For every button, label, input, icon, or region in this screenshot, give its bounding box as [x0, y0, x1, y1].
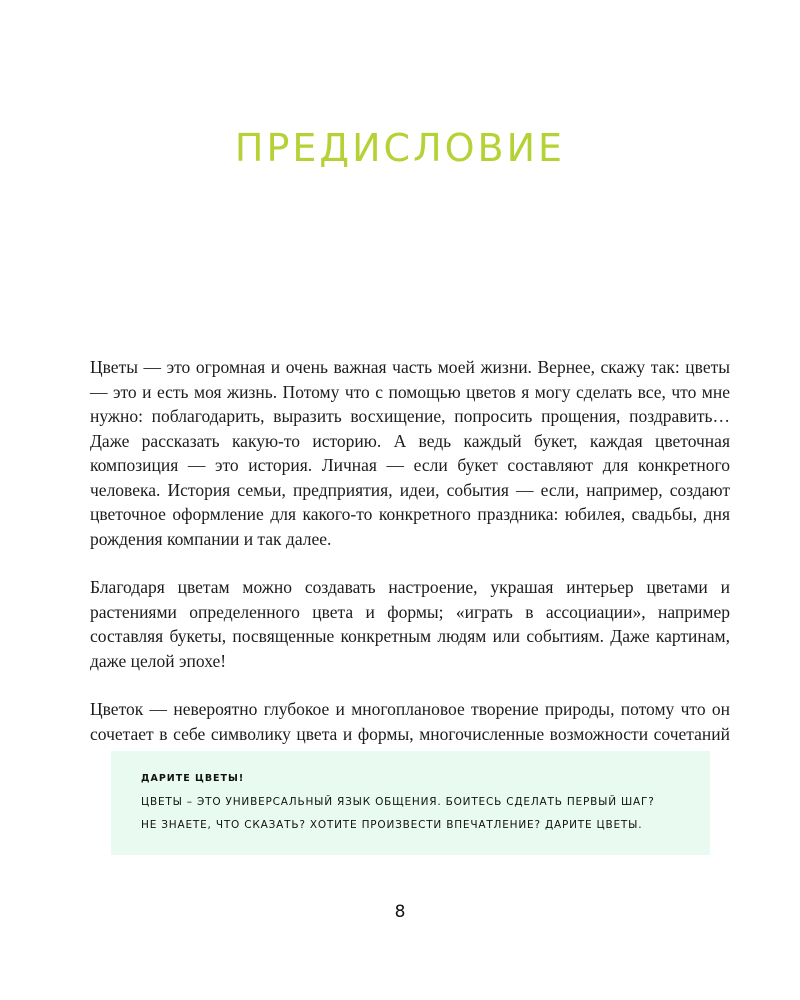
page-title: ПРЕДИСЛОВИЕ [234, 126, 566, 170]
callout-title: ДАРИТЕ ЦВЕТЫ! [141, 773, 245, 784]
paragraph-2: Благодаря цветам можно создавать настроение, украшая интерьер цветами и растениями определенного цвета и формы; «играть в ассоциации», например составляя букеты, посвященные конкретным людям или событиям. Даже картинам, даже целой эпохе! [90, 577, 730, 671]
paragraph-3: Цветок — невероятно глубокое и многоплановое творение природы, потому что он сочетает в себе символику цвета и формы, многочисленные возможности сочетаний [90, 699, 730, 744]
paragraph-1: Цветы — это огромная и очень важная часть моей жизни. Вернее, скажу так: цветы — это и есть моя жизнь. Потому что с помощью цветов я могу сделать все, что мне нужно: поблагодарить, выразить восхищение, попросить прощения, поздравить… Даже рассказать какую-то историю. А ведь каждый букет, каждая цветочная композиция — это история. Личная — если букет составляют для конкретного человека. История семьи, предприятия, идеи, события — если, например, создают цветочное оформление для какого-то конкретного праздника: юбилея, свадьбы, дня рождения компании и так далее. [90, 357, 730, 549]
page-number: 8 [394, 902, 406, 922]
body-text [90, 355, 730, 770]
callout-line-2: НЕ ЗНАЕТЕ, ЧТО СКАЗАТЬ? ХОТИТЕ ПРОИЗВЕСТИ ВПЕЧАТЛЕНИЕ? ДАРИТЕ ЦВЕТЫ. [141, 819, 643, 831]
callout-line-1: ЦВЕТЫ – ЭТО УНИВЕРСАЛЬНЫЙ ЯЗЫК ОБЩЕНИЯ. БОИТЕСЬ СДЕЛАТЬ ПЕРВЫЙ ШАГ? [141, 796, 655, 808]
callout-box [111, 751, 710, 855]
